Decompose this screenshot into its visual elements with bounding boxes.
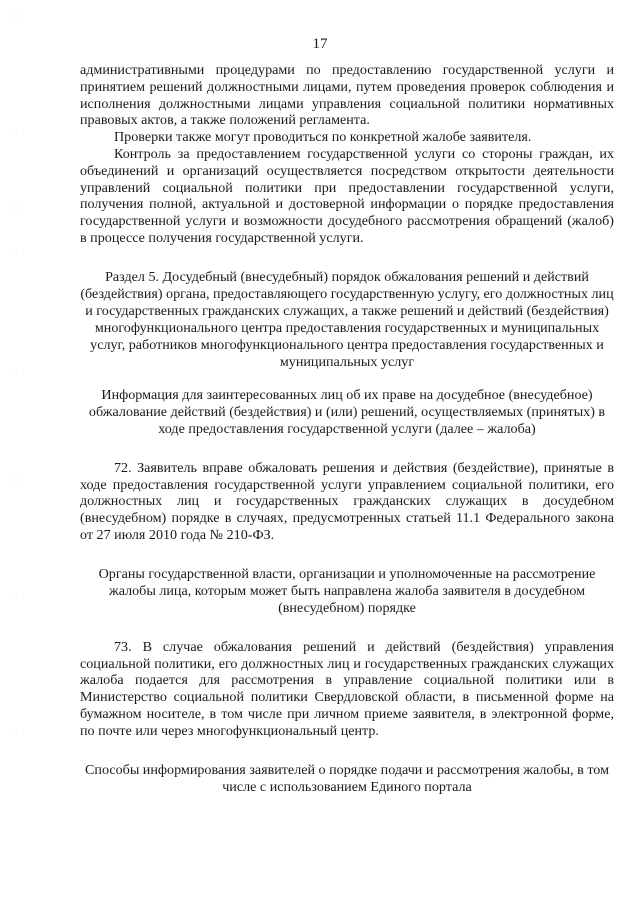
scan-artifact: · · (14, 367, 25, 374)
scan-artifact: · · (14, 595, 25, 602)
paragraph-72: 72. Заявитель вправе обжаловать решения и действия (бездействие), принятые в ходе предоставления государственной услуги управлением социальной политики, его должностных лиц и государственных гражданских служащих в досудебном (внесудебном) порядке в случаях, предусмотренных статьей 11.1 Федерального закона от 27 июля 2010 года № 210-ФЗ. (80, 459, 614, 543)
paragraph-73: 73. В случае обжалования решений и действий (бездействия) управления социальной политики, его должностных лиц и государственных гражданских служащих жалоба подается для рассмотрения в управление социальной политики или в Министерство социальной политики Свердловской области, в письменной форме на бумажном носителе, в том числе при личном приеме заявителя, в электронной форме, по почте или через многофункциональный центр. (80, 638, 614, 739)
subheading-authorities: Органы государственной власти, организации и уполномоченные на рассмотрение жалобы лица, которым может быть направлена жалоба заявителя в досудебном (внесудебном) порядке (98, 565, 596, 616)
subheading-informing-methods: Способы информирования заявителей о порядке подачи и рассмотрения жалобы, в том числе с использованием Единого портала (85, 761, 609, 795)
section-5-heading: Раздел 5. Досудебный (внесудебный) порядок обжалования решений и действий (бездействия) органа, предоставляющего государственную услугу, его должностных лиц и государственных гражданских служащих, а также решений и действий (бездействия) многофункционального центра предоставления государственных и муниципальных услуг, работников многофункционального центра предоставления государственных и муниципальных услуг (80, 268, 614, 370)
paragraph-continuation: административными процедурами по предоставлению государственной услуги и принятием решений должностными лицами, путем проведения проверок соблюдения и исполнения должностными лицами управления социальной политики нормативных правовых актов, а также положений регламента. (80, 62, 614, 129)
subheading-information: Информация для заинтересованных лиц об их праве на досудебное (внесудебное) обжалование действий (бездействия) и (или) решений, осуществляемых (принятых) в ходе предоставления государственной услуги (далее – жалоба) (88, 386, 606, 437)
page-number: 17 (312, 36, 328, 52)
document-body (80, 62, 614, 796)
scan-artifact: · · (14, 205, 25, 212)
scan-artifact: · · (14, 727, 25, 734)
scan-artifact: · · (14, 129, 25, 136)
paragraph-checks: Проверки также могут проводиться по конкретной жалобе заявителя. (114, 129, 532, 146)
scan-artifact: · · (14, 249, 25, 256)
scan-artifact: · · (14, 477, 25, 484)
paragraph-control: Контроль за предоставлением государственной услуги со стороны граждан, их объединений и организаций осуществляется посредством открытости деятельности управлений социальной политики при предоставлении государственной услуги, получения полной, актуальной и достоверной информации о порядке предоставления государственной услуги и возможности досудебного рассмотрения обращений (жалоб) в процессе получения государственной услуги. (80, 145, 614, 246)
scan-artifact: · · (14, 13, 25, 20)
